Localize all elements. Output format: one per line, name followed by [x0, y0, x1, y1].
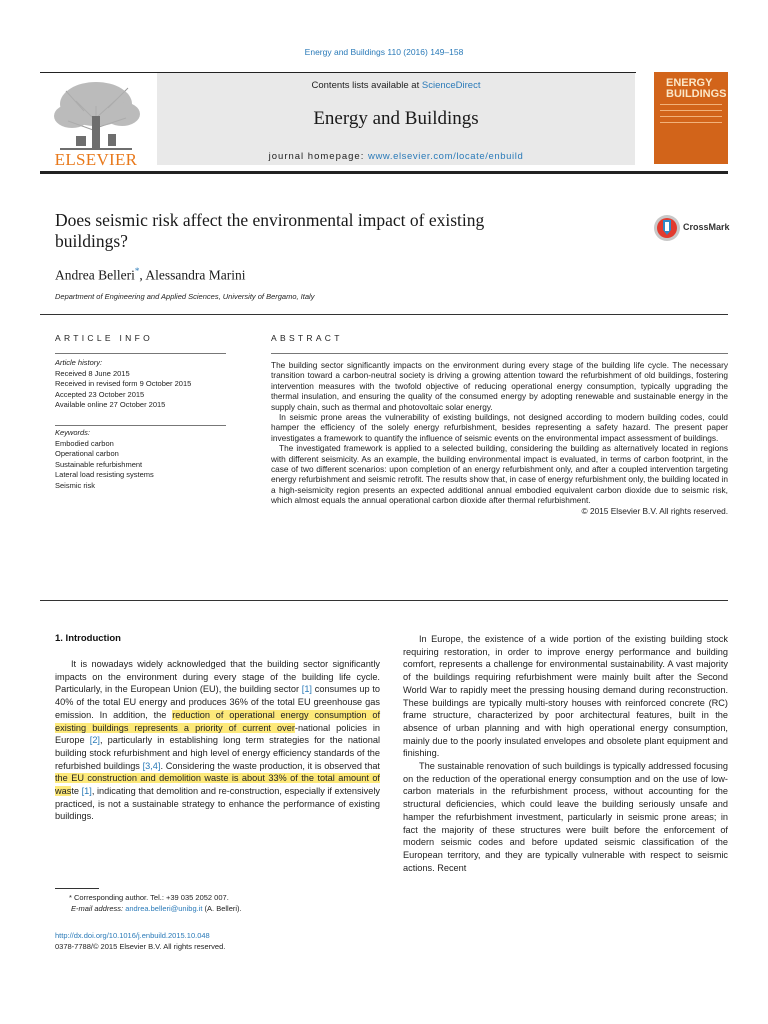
reference-link[interactable]: [1]: [81, 786, 92, 797]
footnote: [55, 893, 242, 914]
article-history: [55, 358, 235, 411]
history-label: Article history:: [55, 358, 103, 367]
abstract-rule: [271, 353, 728, 354]
abstract-paragraph: In seismic prone areas the vulnerability of existing buildings, not designed according to modern building codes, could hamper the efficiency of the solely energy refurbishment, besides representing a safety hazard. The present paper investigates a framework to quantify the influence of seismic events on the environmental impact assessment of buildings.: [271, 412, 728, 443]
corresponding-author-mark[interactable]: *: [134, 266, 140, 276]
history-item: Available online 27 October 2015: [55, 400, 166, 409]
doi-link[interactable]: http://dx.doi.org/10.1016/j.enbuild.2015.10.048: [55, 931, 210, 940]
keyword: Operational carbon: [55, 449, 119, 458]
header-bottom-rule: [40, 171, 728, 174]
abstract-copyright: © 2015 Elsevier B.V. All rights reserved.: [581, 505, 728, 516]
article-info-heading: ARTICLE INFO: [55, 333, 154, 343]
history-item: Received in revised form 9 October 2015: [55, 379, 192, 388]
contents-prefix: Contents lists available at: [311, 80, 422, 91]
cover-title: ENERGY BUILDINGS: [666, 77, 727, 100]
crossmark-label[interactable]: CrossMark: [683, 222, 730, 232]
homepage-label: journal homepage:: [268, 151, 368, 162]
body-paragraph: It is nowadays widely acknowledged that the building sector significantly impacts on the environment during every stage of the building life cycle. Particularly, in the European Union (EU), the building sector [1] consumes up to 40% of the total EU energy and produces 36% of the total EU greenhouse gas emission. In addition, the reduction of operational energy consumption of existing buildings represents a priority of current over-national policies in Europe [2], particularly in establishing long term strategies for the national building stock refurbishment and high level of energy efficiency standards of the refurbished buildings [3,4]. Considering the waste production, it is observed that the EU construction and demolition waste is about 33% of the total amount of waste [1], indicating that demolition and re-construction, especially if extensively practiced, is not a sustainable strategy to enhance the performance of existing buildings.: [55, 659, 381, 822]
author-name: Alessandra Marini: [145, 267, 246, 283]
body-paragraph: In Europe, the existence of a wide portion of the existing building stock requiring restoration, in order to improve energy performance and building comfort, represents a challenge for environmental sustainability. A vast majority of the buildings requiring refurbishment were mainly built after the Second World War to rapidly meet the pressing housing demand during reconstruction. These buildings are typically multi-story houses with reinforced concrete (RC) frame structure, characterized by poor architectural features, built in the absence of urban planning and with high operational energy consumption, mainly due to the poorly insulated envelopes and obsolete plant equipment and finishing.: [403, 634, 728, 759]
issn-copyright: 0378-7788/© 2015 Elsevier B.V. All rights reserved.: [55, 941, 226, 951]
abstract-body: [271, 360, 728, 516]
paper-title: Does seismic risk affect the environmental impact of existing buildings?: [55, 210, 485, 251]
keyword: Sustainable refurbishment: [55, 459, 143, 469]
abstract-heading: ABSTRACT: [271, 333, 343, 343]
contents-availability: [157, 80, 635, 91]
authors: Andrea Belleri*, Alessandra Marini: [55, 266, 246, 283]
journal-cover-thumbnail[interactable]: [654, 72, 728, 164]
abstract-paragraph: The investigated framework is applied to a selected building, considering the building as alternatively located in regions with different seismicity. As an example, the building environmental impact is evaluated, in terms of carbon footprint, in the case of two different scenarios: upon completion of an energy refurbishment only, and after a coupled intervention targeting energy refurbishment and seismic retrofit. The results show that, in case of energy refurbishment only, the building located in a high-seismicity region presents an expected additional annual embodied equivalent carbon dioxide due to seismic risk, which almost equals the annual operational carbon dioxide after thermal refurbishment.: [271, 443, 728, 506]
body-column-right: [403, 633, 728, 874]
reference-link[interactable]: [2]: [89, 735, 100, 746]
section-heading: 1. Introduction: [55, 633, 121, 644]
abstract-paragraph: The building sector significantly impacts on the environment during every stage of the building life cycle. The necessary transition toward a carbon-neutral society is driving a growing attention toward the refurbishment of old buildings, fostering intervention measures with the twofold objective of reducing operational energy consumption, typically upgrading the thermal insulation, and ensuring the quality of the consumed energy by adopting renewable and sustainable energy in the supply chain, such as thermal and photovoltaic solar energy.: [271, 360, 728, 412]
article-info-rule: [55, 353, 226, 354]
footnote-rule: [55, 888, 99, 889]
author-name: Andrea Belleri: [55, 267, 135, 283]
sciencedirect-link[interactable]: ScienceDirect: [421, 80, 481, 91]
history-item: Received 8 June 2015: [55, 368, 130, 378]
keyword: Lateral load resisting systems: [55, 470, 154, 479]
corresponding-author-note: * Corresponding author. Tel.: +39 035 2052 007.: [69, 893, 229, 902]
reference-link[interactable]: [3,4]: [142, 760, 161, 771]
publisher-name: ELSEVIER: [54, 150, 138, 169]
highlighted-text: reduction of operational energy consumption of existing buildings represents a priority of current over: [55, 709, 380, 733]
keywords-rule: [55, 425, 226, 426]
keyword: Seismic risk: [55, 480, 96, 490]
affiliation: Department of Engineering and Applied Sciences, University of Bergamo, Italy: [55, 292, 315, 301]
journal-name: Energy and Buildings: [313, 108, 479, 129]
email-note: E-mail address: andrea.belleri@unibg.it (A. Belleri).: [71, 903, 242, 913]
doi-block: [55, 931, 225, 952]
journal-citation[interactable]: Energy and Buildings 110 (2016) 149–158: [304, 47, 464, 57]
title-rule: [40, 314, 728, 315]
email-link[interactable]: andrea.belleri@unibg.it: [125, 903, 203, 913]
reference-link[interactable]: [1]: [301, 684, 312, 695]
keywords-label: Keywords:: [55, 428, 91, 437]
keyword: Embodied carbon: [55, 438, 114, 448]
keywords: [55, 428, 235, 491]
journal-homepage: [157, 151, 635, 162]
history-item: Accepted 23 October 2015: [55, 389, 145, 399]
homepage-link[interactable]: www.elsevier.com/locate/enbuild: [367, 151, 524, 162]
body-paragraph: The sustainable renovation of such buildings is typically addressed focusing on the reduction of the operational energy consumption and on the use of low-carbon materials in the refurbishment process, without accounting for the structural deficiencies, which could leave the building seriously unsafe and hamper the refurbishment investment, particularly in seismic prone areas; in fact the majority of these structures were built before the enforcement of modern seismic codes and before updated seismic classification of the European territory, and they are typically vulnerable with respect to seismic actions. Recent: [403, 761, 728, 873]
abstract-bottom-rule: [40, 600, 728, 601]
body-column-left: [55, 658, 380, 823]
highlighted-text: the EU construction and demolition waste is about 33% of the total amount of was: [55, 773, 380, 797]
